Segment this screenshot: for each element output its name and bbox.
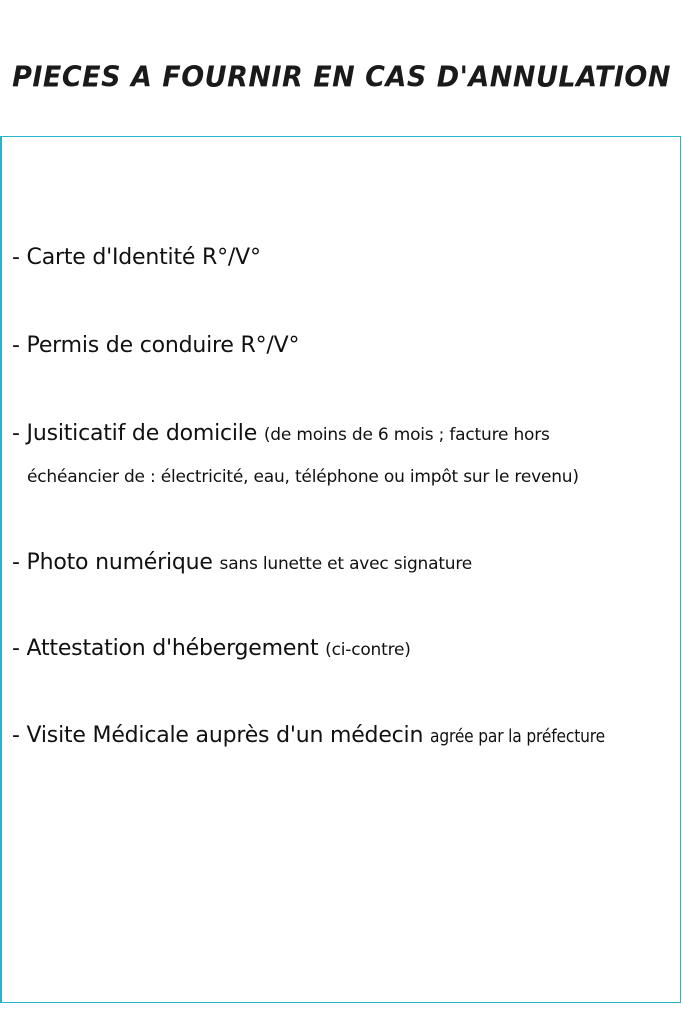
item-label: - Visite Médicale auprès d'un médecin <box>12 723 424 748</box>
list-item-accommodation-certificate <box>12 636 411 661</box>
item-label: - Jusiticatif de domicile <box>12 421 258 446</box>
item-label: - Permis de conduire R°/V° <box>12 333 300 358</box>
page-title: PIECES A FOURNIR EN CAS D'ANNULATION <box>12 61 671 94</box>
list-item-id-card <box>12 245 261 270</box>
list-item-proof-of-address <box>12 421 550 446</box>
list-item-digital-photo <box>12 550 472 575</box>
list-item-medical-visit <box>12 723 633 748</box>
item-label: - Photo numérique <box>12 550 213 575</box>
item-detail: sans lunette et avec signature <box>219 554 473 574</box>
item-label: - Carte d'Identité R°/V° <box>12 245 261 270</box>
item-label: - Attestation d'hébergement <box>12 636 319 661</box>
list-item-driving-licence <box>12 333 299 358</box>
item-detail: (de moins de 6 mois ; facture hors <box>263 425 550 445</box>
item-detail: (ci-contre) <box>325 640 411 660</box>
item-detail: agrée par la préfecture <box>430 726 605 747</box>
item-detail-continuation: échéancier de : électricité, eau, téléphone ou impôt sur le revenu) <box>27 467 579 487</box>
